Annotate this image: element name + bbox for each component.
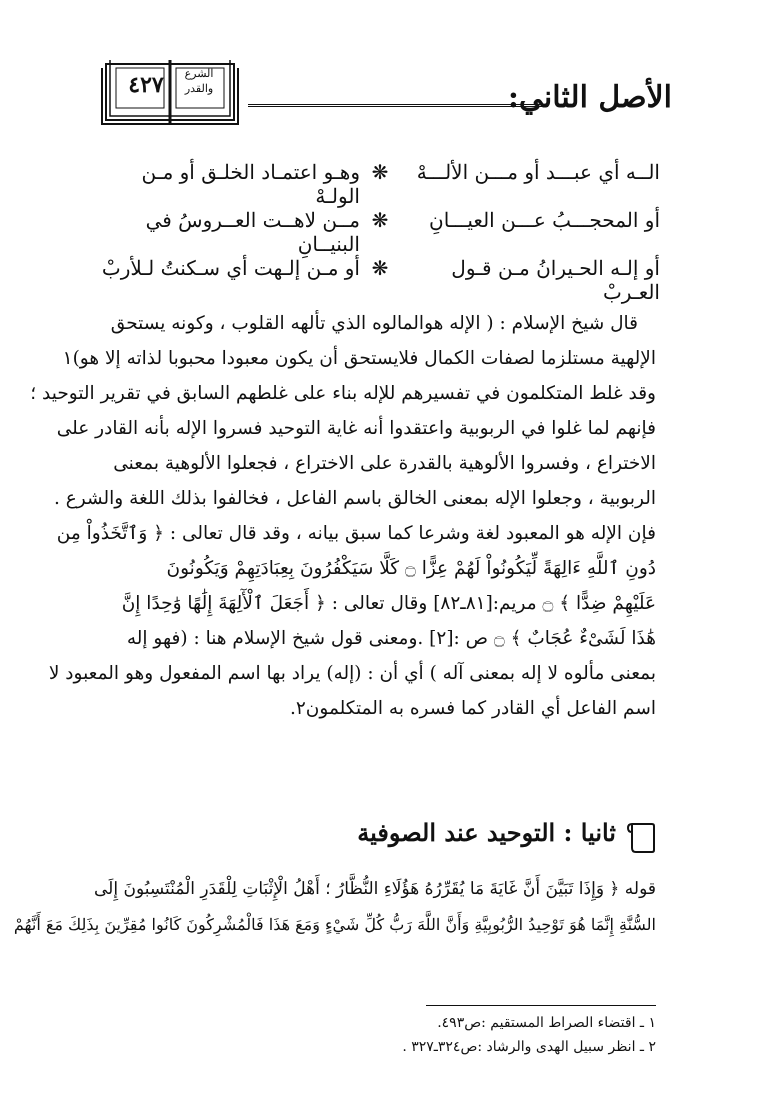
body-line: عَلَيْهِمْ ضِدًّا ﴾ ۝ مريم:[٨١ـ٨٢] وقال تعالى : ﴿ أَجَعَلَ ٱلْأٓلِهَةَ إِلَٰهًا وَٰحِدًا إِنَّ xyxy=(121,593,656,614)
star-icon: ❋ xyxy=(371,208,389,232)
body-line: الإلهية مستلزما لصفات الكمال فلايستحق أن يكون معبودا محبوبا لذاته إلا هو)١ xyxy=(62,348,656,369)
star-icon: ❋ xyxy=(371,256,389,280)
body-line: بمعنى مألوه لا إله بمعنى آله ) أي أن : (إله) يراد بها اسم المفعول وهو المعبود لا xyxy=(48,663,656,684)
verse-hemistich: مــن لاهــت العــروسُ في البنيــانِ xyxy=(145,208,360,256)
body-line: الربوبية ، وجعلوا الإله بمعنى الخالق باسم الفاعل ، فخالفوا بذلك اللغة والشرع . xyxy=(54,488,656,509)
body-line: فإن الإله هو المعبود لغة وشرعا كما سبق بيانه ، وقد قال تعالى : ﴿ وَٱتَّخَذُواْ مِن xyxy=(56,523,656,544)
poem-verse xyxy=(100,160,660,208)
body-line: هَٰذَا لَشَىْءٌ عُجَابٌ ﴾ ۝ ص :[٢] .ومعنى قول شيخ الإسلام هنا : (فهو إله xyxy=(126,628,656,649)
verse-hemistich: الــه أي عبـــد أو مـــن الألـــهْ xyxy=(416,160,660,184)
body-line: قال شيخ الإسلام : ( الإله هوالمالوه الذي تألهه القلوب ، وكونه يستحق xyxy=(110,313,638,334)
body-line: فإنهم لما غلوا في الربوبية واعتقدوا أنه غاية التوحيد فسروا الإله بأنه القادر على xyxy=(56,418,656,439)
poem-verse xyxy=(100,256,660,304)
verse-hemistich: وهـو اعتمـاد الخلـق أو مـن الولـهْ xyxy=(141,160,360,208)
section-heading xyxy=(96,818,656,858)
star-icon: ❋ xyxy=(371,160,389,184)
body-paragraph xyxy=(30,306,656,726)
page-number-badge xyxy=(100,56,240,126)
body-line: السُّنَّةِ إِنَّمَا هُوَ تَوْحِيدُ الرُّبُوبِيَّةِ وَأَنَّ اللَّهَ رَبُّ كُلِّ شَيْءٍ وَمَعَ هَذَا فَالْمُشْرِكُونَ كَانُوا مُقِرِّينَ بِذَلِكَ مَعَ أَنَّهُمْ xyxy=(13,915,656,934)
section-paragraph xyxy=(13,872,656,942)
body-line: الاختراع ، وفسروا الألوهية بالقدرة على الاختراع ، فجعلوا الألوهية بمعنى xyxy=(113,453,656,474)
page-number: ٤٢٧ xyxy=(128,72,164,98)
verse-hemistich: أو إلـه الحـيرانُ مـن قـول العـربْ xyxy=(451,256,660,304)
body-line: قوله ﴿ وَإِذَا تَبَيَّنَ أَنَّ غَايَةَ مَا يُقَرِّرُهُ هَؤُلَاءِ النُّظَّارُ ؛ أَهْلُ الْإِثْبَاتِ لِلْقَدَرِ الْمُنْتَسِبُونَ إِلَى xyxy=(93,879,656,899)
scroll-icon xyxy=(626,820,656,854)
verse-hemistich: أو المحجـــبُ عـــن العيـــانِ xyxy=(429,208,660,232)
body-line: دُونِ ٱللَّهِ ءَالِهَةً لِّيَكُونُواْ لَهُمْ عِزًّا ۝ كَلَّا سَيَكْفُرُونَ بِعِبَادَتِهِمْ وَيَكُونُونَ xyxy=(166,558,656,579)
chapter-title: الأصل الثاني: xyxy=(507,80,672,115)
book-badge-label: الشرع والقدر xyxy=(184,67,214,95)
verse-hemistich: أو مـن إلـهت أي سـكنتُ لـلأربْ xyxy=(101,256,360,280)
section-title: ثانيا : التوحيد عند الصوفية xyxy=(357,818,616,847)
poem-verse xyxy=(100,208,660,256)
body-line: اسم الفاعل أي القادر كما فسره به المتكلمون٢. xyxy=(289,698,656,719)
footnote-rule xyxy=(426,1005,656,1006)
header-rule xyxy=(248,104,548,107)
footnote: ٢ ـ انظر سبيل الهدى والرشاد :ص٣٢٤ـ٣٢٧ . xyxy=(402,1039,656,1055)
footnote: ١ ـ اقتضاء الصراط المستقيم :ص٤٩٣. xyxy=(437,1015,656,1031)
body-line: وقد غلط المتكلمون في تفسيرهم للإله بناء على غلطهم السابق في تقرير التوحيد ؛ xyxy=(30,383,656,404)
